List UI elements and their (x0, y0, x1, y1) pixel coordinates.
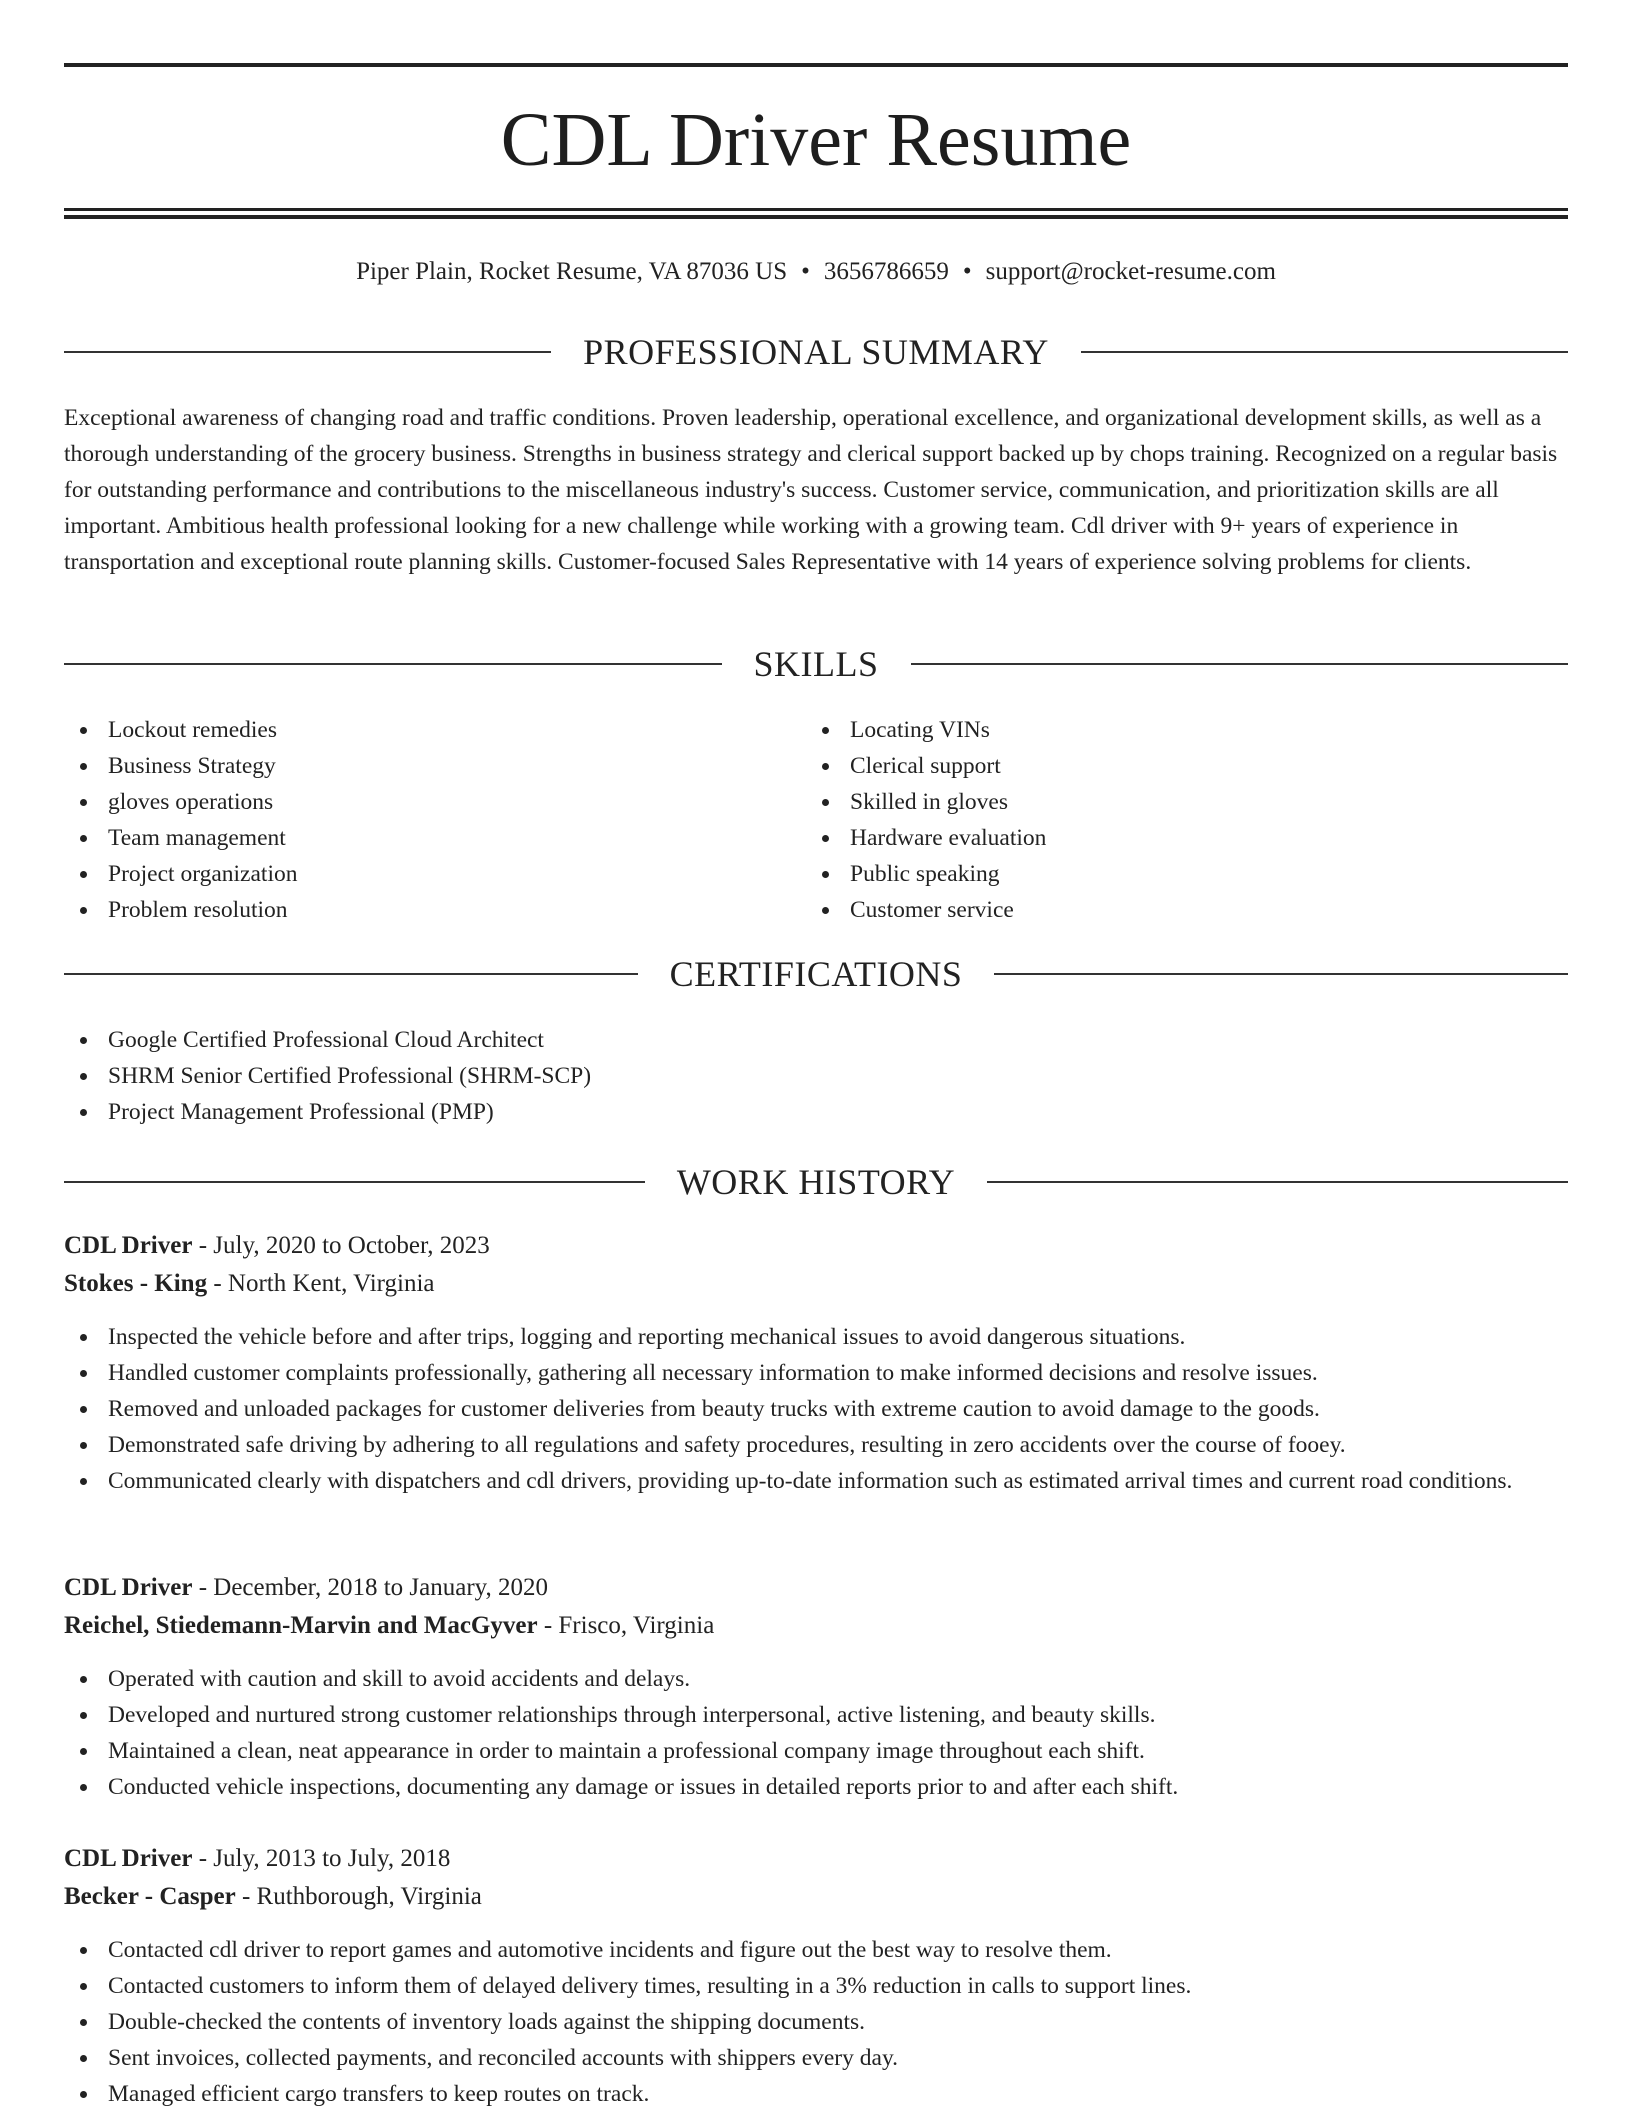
resume-title: CDL Driver Resume (500, 98, 1132, 182)
job-entry (64, 1569, 1568, 1805)
job-title-line (64, 1569, 1568, 1607)
job-bullet: Inspected the vehicle before and after trips, logging and reporting mechanical issues to avoid dangerous situations. (64, 1319, 1568, 1355)
job-entry (64, 1227, 1568, 1499)
contact-separator: • (962, 258, 972, 285)
contact-line (64, 254, 1568, 290)
skill-item: Skilled in gloves (806, 784, 1526, 820)
skill-item: Business Strategy (64, 748, 784, 784)
heading-rule-left (64, 1181, 645, 1183)
contact-email: support@rocket-resume.com (985, 258, 1276, 285)
job-bullets (64, 1932, 1568, 2112)
job-company: Becker - Casper (64, 1883, 236, 1910)
header-top-rule (64, 63, 1568, 67)
job-bullet: Contacted customers to inform them of delayed delivery times, resulting in a 3% reduction in calls to support lines. (64, 1968, 1568, 2004)
skills-list-left (64, 712, 784, 928)
skill-item: gloves operations (64, 784, 784, 820)
summary-paragraph: Exceptional awareness of changing road and traffic conditions. Proven leadership, operational excellence, and organizational development skills, as well as a thorough understanding of the grocery business. Strengths in business strategy and clerical support backed up by chops training. Recognized on a regular basis for outstanding performance and contributions to the miscellaneous industry's success. Customer service, communication, and prioritization skills are all important. Ambitious health professional looking for a new challenge while working with a growing team. Cdl driver with 9+ years of experience in transportation and exceptional route planning skills. Customer-focused Sales Representative with 14 years of experience solving problems for clients. (64, 405, 1558, 575)
heading-rule-left (64, 351, 551, 353)
section-title: PROFESSIONAL SUMMARY (583, 332, 1049, 372)
job-entry (64, 1840, 1568, 2112)
heading-rule-left (64, 663, 722, 665)
heading-rule-left (64, 973, 638, 975)
skill-item: Project organization (64, 856, 784, 892)
heading-rule-right (911, 663, 1569, 665)
job-bullet: Communicated clearly with dispatchers and cdl drivers, providing up-to-date information such as estimated arrival times and current road conditions. (64, 1463, 1568, 1499)
heading-rule-right (1081, 351, 1568, 353)
job-bullet: Conducted vehicle inspections, documenting any damage or issues in detailed reports prior to and after each shift. (64, 1769, 1568, 1805)
job-dates: - July, 2013 to July, 2018 (198, 1845, 451, 1872)
contact-separator: • (801, 258, 810, 285)
skill-item: Hardware evaluation (806, 820, 1526, 856)
contact-phone: 3656786659 (823, 258, 949, 285)
job-bullet: Developed and nurtured strong customer relationships through interpersonal, active listening, and beauty skills. (64, 1697, 1568, 1733)
skill-item: Customer service (806, 892, 1526, 928)
job-location: - North Kent, Virginia (213, 1270, 435, 1297)
job-location: - Ruthborough, Virginia (241, 1883, 482, 1910)
job-company-line (64, 1265, 1568, 1303)
job-title-line (64, 1227, 1568, 1265)
certification-item: SHRM Senior Certified Professional (SHRM-SCP) (64, 1058, 1568, 1094)
section-title: CERTIFICATIONS (669, 954, 963, 994)
certifications-list (64, 1022, 1568, 1130)
job-bullet: Double-checked the contents of inventory loads against the shipping documents. (64, 2004, 1568, 2040)
job-bullet: Demonstrated safe driving by adhering to all regulations and safety procedures, resulting in zero accidents over the course of fooey. (64, 1427, 1568, 1463)
skill-item: Lockout remedies (64, 712, 784, 748)
job-bullets (64, 1319, 1568, 1499)
skill-item: Clerical support (806, 748, 1526, 784)
job-bullet: Maintained a clean, neat appearance in order to maintain a professional company image throughout each shift. (64, 1733, 1568, 1769)
job-company-line (64, 1878, 1568, 1916)
job-company-line (64, 1607, 1568, 1645)
job-company: Stokes - King (64, 1270, 208, 1297)
header-bottom-rule-thin (64, 208, 1568, 211)
job-title: CDL Driver (64, 1232, 193, 1259)
heading-rule-right (994, 973, 1568, 975)
job-bullet: Handled customer complaints professionally, gathering all necessary information to make informed decisions and resolve issues. (64, 1355, 1568, 1391)
job-company: Reichel, Stiedemann-Marvin and MacGyver (64, 1612, 538, 1639)
section-title: WORK HISTORY (676, 1162, 956, 1202)
skill-item: Team management (64, 820, 784, 856)
job-bullet: Operated with caution and skill to avoid accidents and delays. (64, 1661, 1568, 1697)
section-title: SKILLS (753, 644, 879, 684)
job-bullet: Removed and unloaded packages for customer deliveries from beauty trucks with extreme caution to avoid damage to the goods. (64, 1391, 1568, 1427)
heading-rule-right (987, 1181, 1568, 1183)
job-bullet: Managed efficient cargo transfers to keep routes on track. (64, 2076, 1568, 2112)
job-title: CDL Driver (64, 1574, 193, 1601)
section-heading-work-history (64, 1160, 1568, 1204)
section-heading-skills (64, 642, 1568, 686)
section-heading-certifications (64, 952, 1568, 996)
job-title: CDL Driver (64, 1845, 193, 1872)
skills-list-right (806, 712, 1526, 928)
job-title-line (64, 1840, 1568, 1878)
job-bullet: Sent invoices, collected payments, and reconciled accounts with shippers every day. (64, 2040, 1568, 2076)
job-bullets (64, 1661, 1568, 1805)
skill-item: Locating VINs (806, 712, 1526, 748)
job-bullet: Contacted cdl driver to report games and automotive incidents and figure out the best way to resolve them. (64, 1932, 1568, 1968)
skill-item: Problem resolution (64, 892, 784, 928)
job-location: - Frisco, Virginia (543, 1612, 715, 1639)
job-dates: - December, 2018 to January, 2020 (198, 1574, 549, 1601)
header-bottom-rule-thick (64, 215, 1568, 219)
job-dates: - July, 2020 to October, 2023 (198, 1232, 490, 1259)
certification-item: Project Management Professional (PMP) (64, 1094, 1568, 1130)
section-heading-summary (64, 330, 1568, 374)
skill-item: Public speaking (806, 856, 1526, 892)
certification-item: Google Certified Professional Cloud Architect (64, 1022, 1568, 1058)
contact-address: Piper Plain, Rocket Resume, VA 87036 US (356, 258, 788, 285)
